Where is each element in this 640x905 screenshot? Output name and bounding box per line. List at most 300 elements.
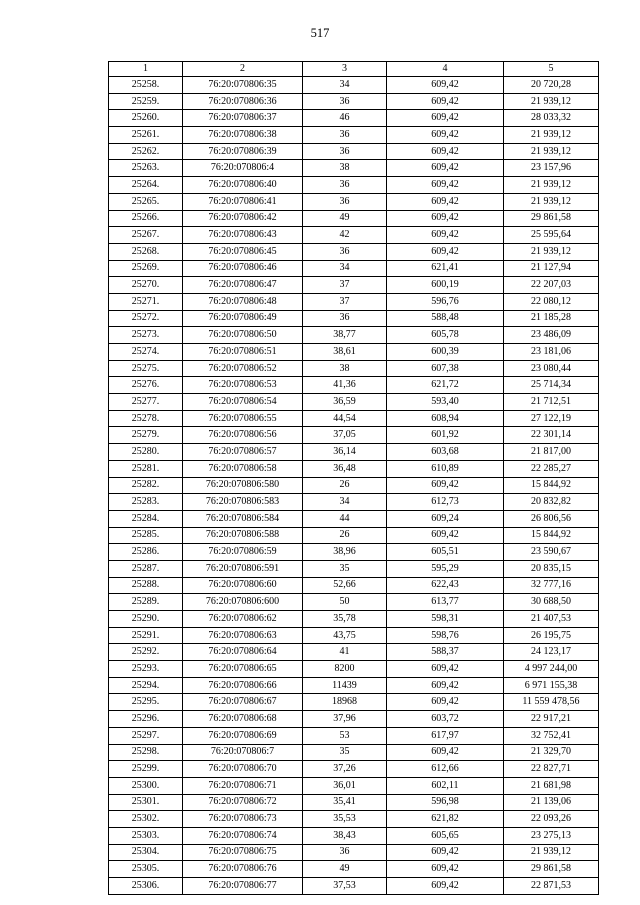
- rate-cell: 593,40: [387, 394, 504, 411]
- cadastral-number-cell: 76:20:070806:42: [183, 210, 303, 227]
- cadastral-number-cell: 76:20:070806:40: [183, 177, 303, 194]
- data-table: [108, 61, 599, 895]
- table-row: [109, 293, 599, 310]
- column-header-3: 3: [303, 62, 387, 77]
- row-number-cell: 25275.: [109, 360, 183, 377]
- rate-cell: 609,42: [387, 77, 504, 94]
- value-cell: 32 777,16: [504, 577, 599, 594]
- cadastral-number-cell: 76:20:070806:69: [183, 727, 303, 744]
- value-cell: 21 939,12: [504, 844, 599, 861]
- value-cell: 26 195,75: [504, 627, 599, 644]
- row-number-cell: 25289.: [109, 594, 183, 611]
- table-row: [109, 677, 599, 694]
- table-row: [109, 310, 599, 327]
- rate-cell: 605,51: [387, 544, 504, 561]
- table-row: [109, 127, 599, 144]
- area-cell: 36: [303, 93, 387, 110]
- rate-cell: 609,42: [387, 227, 504, 244]
- table-row: [109, 694, 599, 711]
- row-number-cell: 25262.: [109, 143, 183, 160]
- cadastral-number-cell: 76:20:070806:76: [183, 861, 303, 878]
- area-cell: 53: [303, 727, 387, 744]
- cadastral-number-cell: 76:20:070806:65: [183, 661, 303, 678]
- row-number-cell: 25299.: [109, 761, 183, 778]
- table-row: [109, 160, 599, 177]
- area-cell: 38,96: [303, 544, 387, 561]
- rate-cell: 588,37: [387, 644, 504, 661]
- rate-cell: 609,42: [387, 861, 504, 878]
- cadastral-number-cell: 76:20:070806:35: [183, 77, 303, 94]
- area-cell: 35,53: [303, 811, 387, 828]
- column-header-1: 1: [109, 62, 183, 77]
- value-cell: 21 712,51: [504, 394, 599, 411]
- value-cell: 24 123,17: [504, 644, 599, 661]
- table-row: [109, 110, 599, 127]
- value-cell: 21 139,06: [504, 794, 599, 811]
- value-cell: 21 939,12: [504, 127, 599, 144]
- cadastral-number-cell: 76:20:070806:57: [183, 444, 303, 461]
- table-row: [109, 143, 599, 160]
- area-cell: 18968: [303, 694, 387, 711]
- cadastral-number-cell: 76:20:070806:72: [183, 794, 303, 811]
- table-row: [109, 594, 599, 611]
- table-row: [109, 627, 599, 644]
- cadastral-number-cell: 76:20:070806:56: [183, 427, 303, 444]
- table-row: [109, 577, 599, 594]
- rate-cell: 607,38: [387, 360, 504, 377]
- row-number-cell: 25283.: [109, 494, 183, 511]
- table-row: [109, 777, 599, 794]
- row-number-cell: 25284.: [109, 510, 183, 527]
- page-number: 517: [310, 26, 330, 40]
- column-header-2: 2: [183, 62, 303, 77]
- value-cell: 29 861,58: [504, 861, 599, 878]
- row-number-cell: 25265.: [109, 193, 183, 210]
- rate-cell: 609,42: [387, 677, 504, 694]
- value-cell: 28 033,32: [504, 110, 599, 127]
- area-cell: 49: [303, 210, 387, 227]
- cadastral-number-cell: 76:20:070806:66: [183, 677, 303, 694]
- rate-cell: 605,65: [387, 827, 504, 844]
- area-cell: 36,59: [303, 394, 387, 411]
- cadastral-number-cell: 76:20:070806:55: [183, 410, 303, 427]
- value-cell: 15 844,92: [504, 477, 599, 494]
- cadastral-number-cell: 76:20:070806:68: [183, 711, 303, 728]
- area-cell: 36: [303, 193, 387, 210]
- value-cell: 4 997 244,00: [504, 661, 599, 678]
- table-row: [109, 344, 599, 361]
- table-row: [109, 560, 599, 577]
- table-header: [109, 62, 599, 77]
- area-cell: 26: [303, 477, 387, 494]
- area-cell: 46: [303, 110, 387, 127]
- rate-cell: 613,77: [387, 594, 504, 611]
- value-cell: 20 720,28: [504, 77, 599, 94]
- cadastral-number-cell: 76:20:070806:43: [183, 227, 303, 244]
- table-row: [109, 243, 599, 260]
- area-cell: 50: [303, 594, 387, 611]
- table-row: [109, 761, 599, 778]
- cadastral-number-cell: 76:20:070806:70: [183, 761, 303, 778]
- cadastral-number-cell: 76:20:070806:67: [183, 694, 303, 711]
- cadastral-number-cell: 76:20:070806:45: [183, 243, 303, 260]
- table-row: [109, 460, 599, 477]
- rate-cell: 598,76: [387, 627, 504, 644]
- rate-cell: 609,42: [387, 844, 504, 861]
- row-number-cell: 25269.: [109, 260, 183, 277]
- row-number-cell: 25297.: [109, 727, 183, 744]
- value-cell: 21 185,28: [504, 310, 599, 327]
- cadastral-number-cell: 76:20:070806:75: [183, 844, 303, 861]
- area-cell: 36,14: [303, 444, 387, 461]
- cadastral-number-cell: 76:20:070806:47: [183, 277, 303, 294]
- rate-cell: 603,72: [387, 711, 504, 728]
- area-cell: 38,61: [303, 344, 387, 361]
- rate-cell: 612,73: [387, 494, 504, 511]
- cadastral-number-cell: 76:20:070806:63: [183, 627, 303, 644]
- row-number-cell: 25290.: [109, 611, 183, 628]
- table-row: [109, 394, 599, 411]
- rate-cell: 609,42: [387, 193, 504, 210]
- cadastral-number-cell: 76:20:070806:591: [183, 560, 303, 577]
- value-cell: 30 688,50: [504, 594, 599, 611]
- value-cell: 21 127,94: [504, 260, 599, 277]
- row-number-cell: 25266.: [109, 210, 183, 227]
- table-row: [109, 611, 599, 628]
- row-number-cell: 25281.: [109, 460, 183, 477]
- area-cell: 37,26: [303, 761, 387, 778]
- row-number-cell: 25300.: [109, 777, 183, 794]
- column-header-4: 4: [387, 62, 504, 77]
- rate-cell: 588,48: [387, 310, 504, 327]
- rate-cell: 609,24: [387, 510, 504, 527]
- rate-cell: 595,29: [387, 560, 504, 577]
- value-cell: 23 486,09: [504, 327, 599, 344]
- table-row: [109, 177, 599, 194]
- rate-cell: 605,78: [387, 327, 504, 344]
- value-cell: 22 301,14: [504, 427, 599, 444]
- value-cell: 21 939,12: [504, 193, 599, 210]
- row-number-cell: 25264.: [109, 177, 183, 194]
- rate-cell: 600,39: [387, 344, 504, 361]
- table-row: [109, 711, 599, 728]
- rate-cell: 609,42: [387, 210, 504, 227]
- area-cell: 38: [303, 160, 387, 177]
- cadastral-number-cell: 76:20:070806:77: [183, 878, 303, 895]
- area-cell: 26: [303, 527, 387, 544]
- rate-cell: 609,42: [387, 110, 504, 127]
- table-row: [109, 227, 599, 244]
- area-cell: 37,96: [303, 711, 387, 728]
- value-cell: 21 939,12: [504, 243, 599, 260]
- row-number-cell: 25292.: [109, 644, 183, 661]
- area-cell: 34: [303, 494, 387, 511]
- cadastral-number-cell: 76:20:070806:53: [183, 377, 303, 394]
- cadastral-number-cell: 76:20:070806:36: [183, 93, 303, 110]
- table-row: [109, 794, 599, 811]
- cadastral-number-cell: 76:20:070806:58: [183, 460, 303, 477]
- cadastral-number-cell: 76:20:070806:580: [183, 477, 303, 494]
- area-cell: 35,41: [303, 794, 387, 811]
- row-number-cell: 25285.: [109, 527, 183, 544]
- row-number-cell: 25274.: [109, 344, 183, 361]
- area-cell: 36: [303, 243, 387, 260]
- row-number-cell: 25273.: [109, 327, 183, 344]
- value-cell: 6 971 155,38: [504, 677, 599, 694]
- value-cell: 23 080,44: [504, 360, 599, 377]
- table-row: [109, 527, 599, 544]
- rate-cell: 621,41: [387, 260, 504, 277]
- rate-cell: 617,97: [387, 727, 504, 744]
- row-number-cell: 25268.: [109, 243, 183, 260]
- value-cell: 22 871,53: [504, 878, 599, 895]
- area-cell: 8200: [303, 661, 387, 678]
- rate-cell: 621,72: [387, 377, 504, 394]
- rate-cell: 596,98: [387, 794, 504, 811]
- table-row: [109, 93, 599, 110]
- value-cell: 20 835,15: [504, 560, 599, 577]
- value-cell: 20 832,82: [504, 494, 599, 511]
- rate-cell: 612,66: [387, 761, 504, 778]
- table-row: [109, 811, 599, 828]
- cadastral-number-cell: 76:20:070806:51: [183, 344, 303, 361]
- table-row: [109, 844, 599, 861]
- row-number-cell: 25267.: [109, 227, 183, 244]
- row-number-cell: 25303.: [109, 827, 183, 844]
- cadastral-number-cell: 76:20:070806:38: [183, 127, 303, 144]
- value-cell: 26 806,56: [504, 510, 599, 527]
- table-row: [109, 327, 599, 344]
- value-cell: 21 939,12: [504, 93, 599, 110]
- table-row: [109, 277, 599, 294]
- rate-cell: 621,82: [387, 811, 504, 828]
- cadastral-number-cell: 76:20:070806:41: [183, 193, 303, 210]
- cadastral-number-cell: 76:20:070806:600: [183, 594, 303, 611]
- table-row: [109, 878, 599, 895]
- row-number-cell: 25258.: [109, 77, 183, 94]
- value-cell: 22 917,21: [504, 711, 599, 728]
- table-row: [109, 861, 599, 878]
- column-header-5: 5: [504, 62, 599, 77]
- rate-cell: 609,42: [387, 127, 504, 144]
- row-number-cell: 25276.: [109, 377, 183, 394]
- rate-cell: 609,42: [387, 143, 504, 160]
- table-row: [109, 77, 599, 94]
- row-number-cell: 25282.: [109, 477, 183, 494]
- row-number-cell: 25291.: [109, 627, 183, 644]
- rate-cell: 609,42: [387, 177, 504, 194]
- value-cell: 22 827,71: [504, 761, 599, 778]
- row-number-cell: 25261.: [109, 127, 183, 144]
- area-cell: 35: [303, 744, 387, 761]
- table-row: [109, 494, 599, 511]
- value-cell: 27 122,19: [504, 410, 599, 427]
- row-number-cell: 25270.: [109, 277, 183, 294]
- value-cell: 22 080,12: [504, 293, 599, 310]
- area-cell: 44,54: [303, 410, 387, 427]
- cadastral-number-cell: 76:20:070806:49: [183, 310, 303, 327]
- cadastral-number-cell: 76:20:070806:64: [183, 644, 303, 661]
- value-cell: 25 595,64: [504, 227, 599, 244]
- row-number-cell: 25305.: [109, 861, 183, 878]
- row-number-cell: 25286.: [109, 544, 183, 561]
- area-cell: 11439: [303, 677, 387, 694]
- value-cell: 23 157,96: [504, 160, 599, 177]
- rate-cell: 609,42: [387, 661, 504, 678]
- cadastral-number-cell: 76:20:070806:7: [183, 744, 303, 761]
- row-number-cell: 25260.: [109, 110, 183, 127]
- value-cell: 21 939,12: [504, 143, 599, 160]
- value-cell: 23 275,13: [504, 827, 599, 844]
- rate-cell: 600,19: [387, 277, 504, 294]
- table-row: [109, 477, 599, 494]
- cadastral-number-cell: 76:20:070806:583: [183, 494, 303, 511]
- row-number-cell: 25287.: [109, 560, 183, 577]
- cadastral-number-cell: 76:20:070806:71: [183, 777, 303, 794]
- row-number-cell: 25301.: [109, 794, 183, 811]
- row-number-cell: 25295.: [109, 694, 183, 711]
- area-cell: 36,01: [303, 777, 387, 794]
- row-number-cell: 25288.: [109, 577, 183, 594]
- cadastral-number-cell: 76:20:070806:54: [183, 394, 303, 411]
- rate-cell: 608,94: [387, 410, 504, 427]
- rate-cell: 622,43: [387, 577, 504, 594]
- area-cell: 36,48: [303, 460, 387, 477]
- cadastral-number-cell: 76:20:070806:588: [183, 527, 303, 544]
- cadastral-number-cell: 76:20:070806:60: [183, 577, 303, 594]
- row-number-cell: 25279.: [109, 427, 183, 444]
- rate-cell: 609,42: [387, 527, 504, 544]
- cadastral-number-cell: 76:20:070806:39: [183, 143, 303, 160]
- table-row: [109, 744, 599, 761]
- table-row: [109, 510, 599, 527]
- table-row: [109, 210, 599, 227]
- cadastral-number-cell: 76:20:070806:48: [183, 293, 303, 310]
- rate-cell: 609,42: [387, 93, 504, 110]
- area-cell: 37,53: [303, 878, 387, 895]
- table-row: [109, 377, 599, 394]
- cadastral-number-cell: 76:20:070806:73: [183, 811, 303, 828]
- cadastral-number-cell: 76:20:070806:37: [183, 110, 303, 127]
- area-cell: 35,78: [303, 611, 387, 628]
- header-row: [109, 62, 599, 77]
- table-row: [109, 661, 599, 678]
- area-cell: 38: [303, 360, 387, 377]
- value-cell: 23 181,06: [504, 344, 599, 361]
- area-cell: 36: [303, 844, 387, 861]
- area-cell: 41: [303, 644, 387, 661]
- rate-cell: 609,42: [387, 477, 504, 494]
- value-cell: 22 285,27: [504, 460, 599, 477]
- value-cell: 21 681,98: [504, 777, 599, 794]
- row-number-cell: 25280.: [109, 444, 183, 461]
- row-number-cell: 25277.: [109, 394, 183, 411]
- table-body: [109, 77, 599, 895]
- value-cell: 15 844,92: [504, 527, 599, 544]
- row-number-cell: 25296.: [109, 711, 183, 728]
- row-number-cell: 25263.: [109, 160, 183, 177]
- area-cell: 37: [303, 277, 387, 294]
- value-cell: 21 329,70: [504, 744, 599, 761]
- cadastral-number-cell: 76:20:070806:4: [183, 160, 303, 177]
- value-cell: 11 559 478,56: [504, 694, 599, 711]
- value-cell: 21 817,00: [504, 444, 599, 461]
- area-cell: 44: [303, 510, 387, 527]
- area-cell: 34: [303, 260, 387, 277]
- row-number-cell: 25293.: [109, 661, 183, 678]
- cadastral-number-cell: 76:20:070806:52: [183, 360, 303, 377]
- table-row: [109, 410, 599, 427]
- row-number-cell: 25302.: [109, 811, 183, 828]
- rate-cell: 609,42: [387, 160, 504, 177]
- cadastral-number-cell: 76:20:070806:50: [183, 327, 303, 344]
- row-number-cell: 25272.: [109, 310, 183, 327]
- area-cell: 38,43: [303, 827, 387, 844]
- row-number-cell: 25259.: [109, 93, 183, 110]
- row-number-cell: 25278.: [109, 410, 183, 427]
- rate-cell: 601,92: [387, 427, 504, 444]
- rate-cell: 609,42: [387, 694, 504, 711]
- area-cell: 36: [303, 143, 387, 160]
- row-number-cell: 25294.: [109, 677, 183, 694]
- rate-cell: 609,42: [387, 744, 504, 761]
- area-cell: 34: [303, 77, 387, 94]
- table-row: [109, 444, 599, 461]
- value-cell: 29 861,58: [504, 210, 599, 227]
- table-row: [109, 360, 599, 377]
- area-cell: 43,75: [303, 627, 387, 644]
- table-row: [109, 260, 599, 277]
- area-cell: 41,36: [303, 377, 387, 394]
- rate-cell: 609,42: [387, 878, 504, 895]
- value-cell: 22 207,03: [504, 277, 599, 294]
- cadastral-number-cell: 76:20:070806:59: [183, 544, 303, 561]
- table-row: [109, 644, 599, 661]
- cadastral-number-cell: 76:20:070806:62: [183, 611, 303, 628]
- area-cell: 36: [303, 127, 387, 144]
- area-cell: 36: [303, 177, 387, 194]
- cadastral-number-cell: 76:20:070806:46: [183, 260, 303, 277]
- table-row: [109, 544, 599, 561]
- value-cell: 21 407,53: [504, 611, 599, 628]
- value-cell: 21 939,12: [504, 177, 599, 194]
- area-cell: 37: [303, 293, 387, 310]
- area-cell: 52,66: [303, 577, 387, 594]
- area-cell: 36: [303, 310, 387, 327]
- table-row: [109, 427, 599, 444]
- value-cell: 25 714,34: [504, 377, 599, 394]
- value-cell: 22 093,26: [504, 811, 599, 828]
- area-cell: 35: [303, 560, 387, 577]
- table-row: [109, 727, 599, 744]
- row-number-cell: 25298.: [109, 744, 183, 761]
- table-row: [109, 827, 599, 844]
- row-number-cell: 25271.: [109, 293, 183, 310]
- area-cell: 38,77: [303, 327, 387, 344]
- cadastral-number-cell: 76:20:070806:74: [183, 827, 303, 844]
- rate-cell: 596,76: [387, 293, 504, 310]
- area-cell: 42: [303, 227, 387, 244]
- rate-cell: 610,89: [387, 460, 504, 477]
- area-cell: 37,05: [303, 427, 387, 444]
- row-number-cell: 25304.: [109, 844, 183, 861]
- rate-cell: 609,42: [387, 243, 504, 260]
- area-cell: 49: [303, 861, 387, 878]
- value-cell: 23 590,67: [504, 544, 599, 561]
- cadastral-number-cell: 76:20:070806:584: [183, 510, 303, 527]
- rate-cell: 603,68: [387, 444, 504, 461]
- row-number-cell: 25306.: [109, 878, 183, 895]
